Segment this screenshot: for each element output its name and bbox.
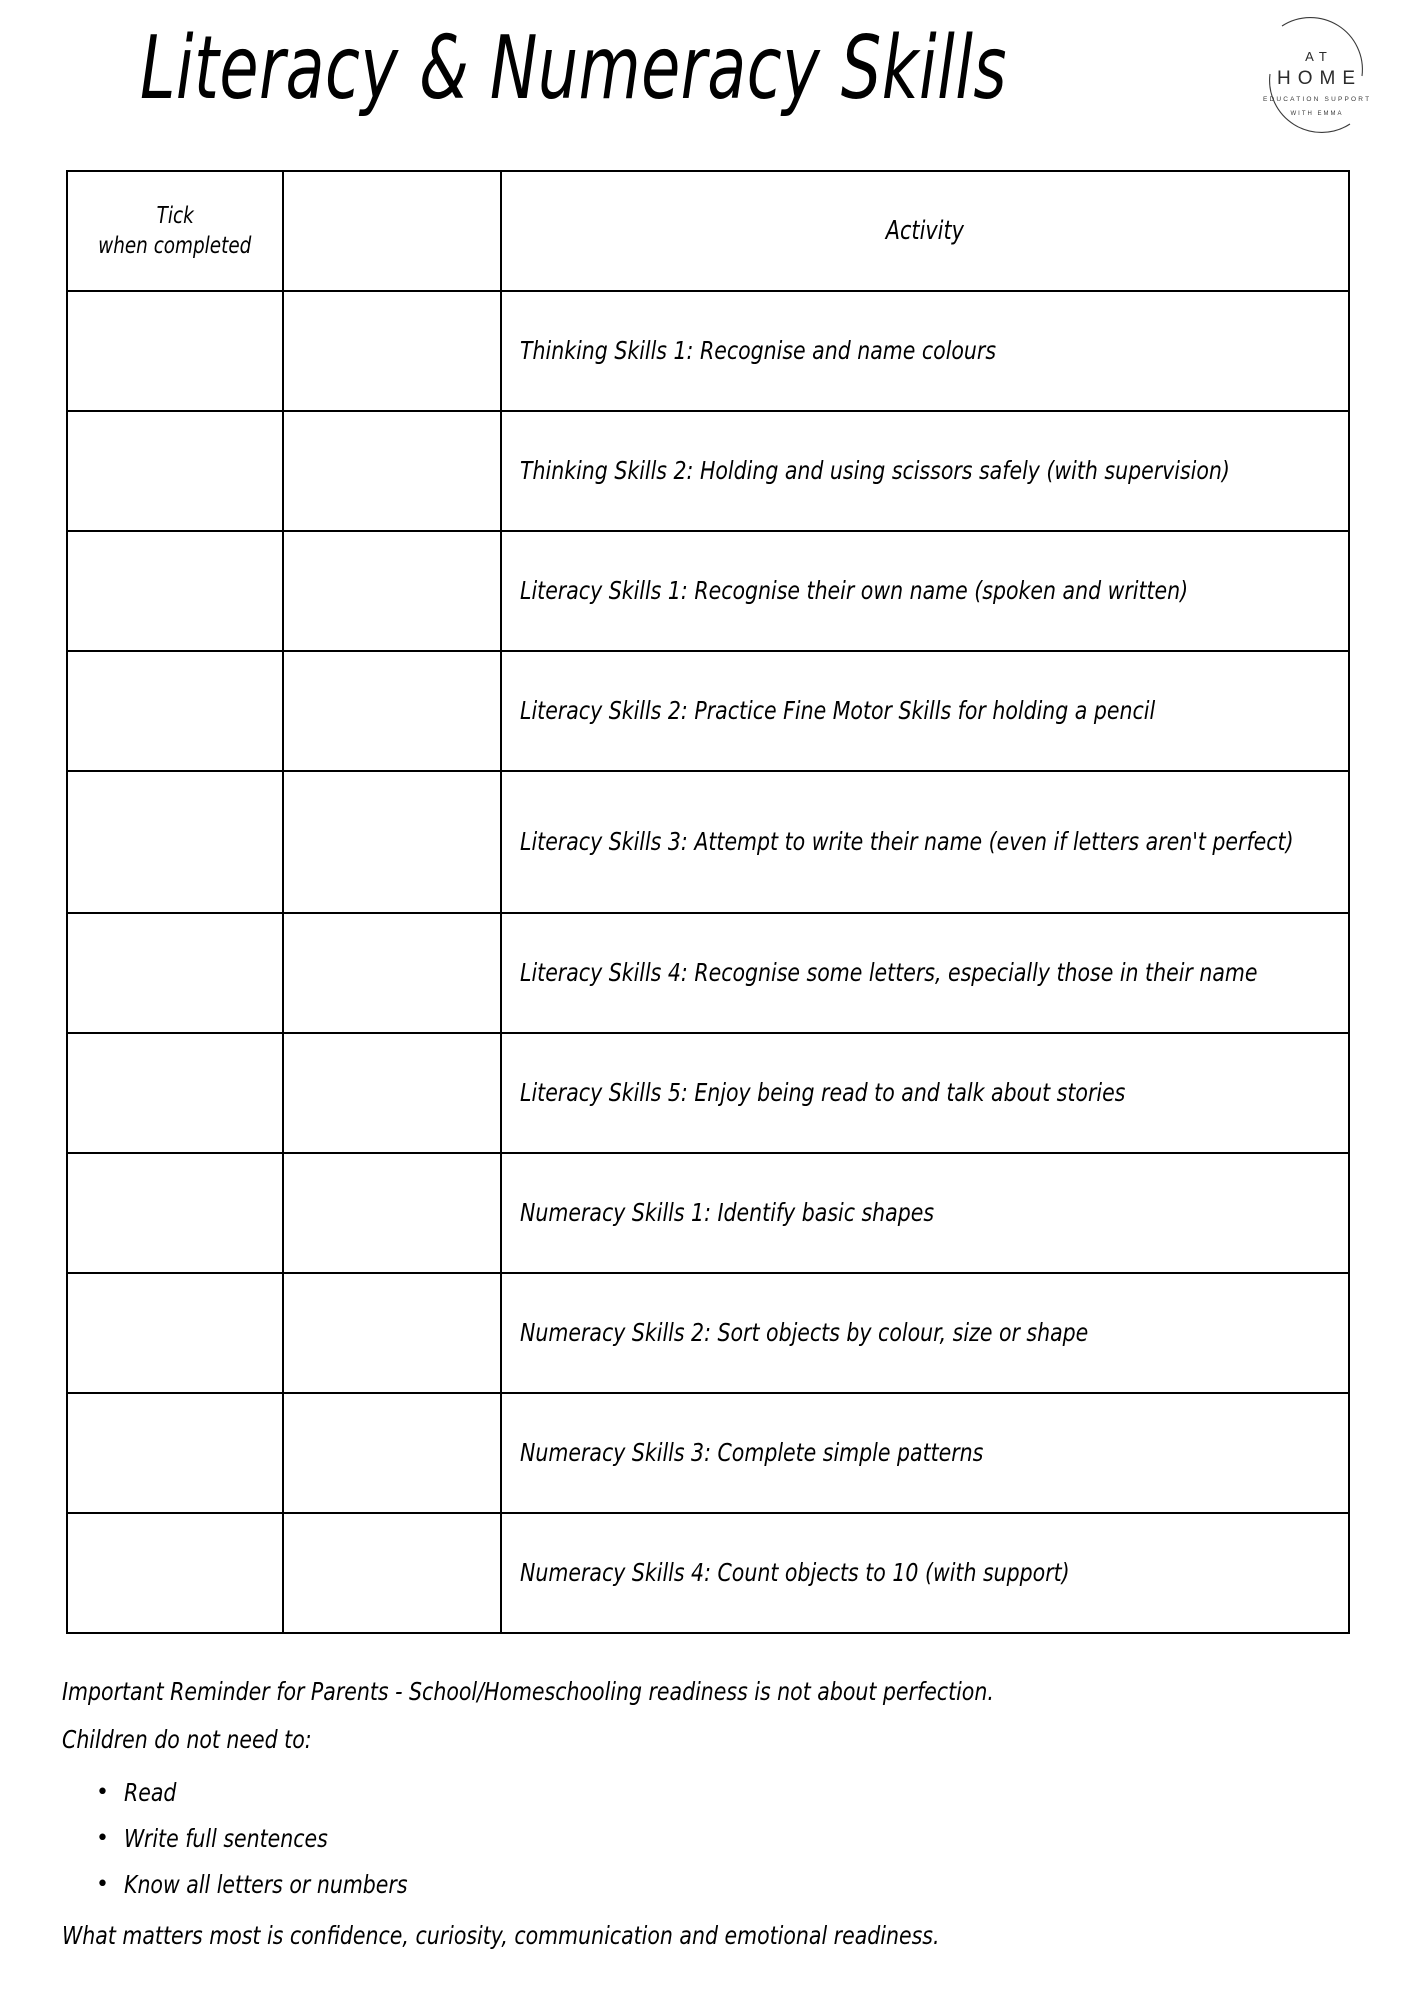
notes-cell[interactable] bbox=[283, 1033, 501, 1153]
table-row bbox=[67, 1393, 1349, 1513]
header-activity-label: Activity bbox=[885, 216, 965, 246]
table-header-row bbox=[67, 171, 1349, 291]
table-row bbox=[67, 1513, 1349, 1633]
activity-label: Thinking Skills 2: Holding and using scissors safely (with supervision) bbox=[520, 456, 1230, 485]
logo-line-support: EDUCATION SUPPORT bbox=[1262, 96, 1372, 103]
notes-cell[interactable] bbox=[283, 1273, 501, 1393]
notes-cell[interactable] bbox=[283, 531, 501, 651]
table-row bbox=[67, 651, 1349, 771]
activity-label: Literacy Skills 3: Attempt to write their name (even if letters aren't perfect) bbox=[520, 827, 1294, 856]
activity-cell bbox=[501, 411, 1349, 531]
notes-cell[interactable] bbox=[283, 291, 501, 411]
activity-cell bbox=[501, 531, 1349, 651]
notes-cell[interactable] bbox=[283, 411, 501, 531]
activity-cell bbox=[501, 1513, 1349, 1633]
activity-cell bbox=[501, 1153, 1349, 1273]
table-row bbox=[67, 531, 1349, 651]
table-row bbox=[67, 1273, 1349, 1393]
brand-logo bbox=[1252, 14, 1380, 136]
activity-cell bbox=[501, 1273, 1349, 1393]
footer-bullet-list bbox=[62, 1770, 1352, 1908]
notes-cell[interactable] bbox=[283, 1153, 501, 1273]
logo-line-at: AT bbox=[1305, 49, 1333, 64]
logo-line-emma: WITH EMMA bbox=[1290, 111, 1344, 117]
footer-note bbox=[62, 1668, 1352, 1960]
notes-cell[interactable] bbox=[283, 1513, 501, 1633]
activity-cell bbox=[501, 771, 1349, 913]
activity-label: Numeracy Skills 3: Complete simple patterns bbox=[520, 1438, 984, 1467]
list-item-label: Know all letters or numbers bbox=[124, 1870, 408, 1899]
table-row bbox=[67, 411, 1349, 531]
table-row bbox=[67, 913, 1349, 1033]
notes-cell[interactable] bbox=[283, 913, 501, 1033]
logo-wordmark bbox=[1252, 14, 1380, 136]
page-header bbox=[0, 0, 1414, 150]
list-item bbox=[96, 1816, 1352, 1862]
footer-intro: Children do not need to: bbox=[62, 1725, 312, 1754]
activity-label: Literacy Skills 2: Practice Fine Motor Skills for holding a pencil bbox=[520, 696, 1156, 725]
list-item bbox=[96, 1862, 1352, 1908]
tick-checkbox-cell[interactable] bbox=[67, 1393, 283, 1513]
tick-checkbox-cell[interactable] bbox=[67, 1153, 283, 1273]
activity-label: Literacy Skills 4: Recognise some letters, especially those in their name bbox=[520, 958, 1258, 987]
skills-checklist-table bbox=[66, 170, 1350, 1634]
activity-cell bbox=[501, 291, 1349, 411]
tick-checkbox-cell[interactable] bbox=[67, 771, 283, 913]
list-item bbox=[96, 1770, 1352, 1816]
bullet-icon: • bbox=[96, 1872, 109, 1897]
table-row bbox=[67, 1153, 1349, 1273]
list-item-label: Read bbox=[124, 1778, 177, 1807]
activity-cell bbox=[501, 1033, 1349, 1153]
activity-label: Numeracy Skills 2: Sort objects by colour, size or shape bbox=[520, 1318, 1089, 1347]
activity-label: Literacy Skills 1: Recognise their own name (spoken and written) bbox=[520, 576, 1189, 605]
notes-cell[interactable] bbox=[283, 771, 501, 913]
activity-cell bbox=[501, 1393, 1349, 1513]
header-cell-blank bbox=[283, 171, 501, 291]
table-row bbox=[67, 291, 1349, 411]
tick-checkbox-cell[interactable] bbox=[67, 411, 283, 531]
header-tick-line1: Tick bbox=[156, 203, 194, 229]
logo-line-home: HOME bbox=[1277, 68, 1362, 89]
activity-label: Numeracy Skills 4: Count objects to 10 (with support) bbox=[520, 1558, 1070, 1587]
page-title: Literacy & Numeracy Skills bbox=[140, 18, 1007, 120]
footer-closing: What matters most is confidence, curiosity, communication and emotional readiness. bbox=[62, 1921, 940, 1950]
notes-cell[interactable] bbox=[283, 1393, 501, 1513]
activity-cell bbox=[501, 651, 1349, 771]
bullet-icon: • bbox=[96, 1826, 109, 1851]
bullet-icon: • bbox=[96, 1780, 109, 1805]
table-row bbox=[67, 1033, 1349, 1153]
header-cell-activity bbox=[501, 171, 1349, 291]
footer-reminder: Important Reminder for Parents - School/Homeschooling readiness is not about perfection. bbox=[62, 1677, 994, 1706]
tick-checkbox-cell[interactable] bbox=[67, 651, 283, 771]
tick-checkbox-cell[interactable] bbox=[67, 531, 283, 651]
activity-cell bbox=[501, 913, 1349, 1033]
tick-checkbox-cell[interactable] bbox=[67, 1033, 283, 1153]
notes-cell[interactable] bbox=[283, 651, 501, 771]
header-cell-tick bbox=[67, 171, 283, 291]
table-row bbox=[67, 771, 1349, 913]
tick-checkbox-cell[interactable] bbox=[67, 1273, 283, 1393]
activity-label: Literacy Skills 5: Enjoy being read to and talk about stories bbox=[520, 1078, 1126, 1107]
tick-checkbox-cell[interactable] bbox=[67, 913, 283, 1033]
tick-checkbox-cell[interactable] bbox=[67, 291, 283, 411]
activity-label: Thinking Skills 1: Recognise and name colours bbox=[520, 336, 997, 365]
list-item-label: Write full sentences bbox=[124, 1824, 328, 1853]
tick-checkbox-cell[interactable] bbox=[67, 1513, 283, 1633]
activity-label: Numeracy Skills 1: Identify basic shapes bbox=[520, 1198, 935, 1227]
header-tick-line2: when completed bbox=[98, 233, 252, 259]
